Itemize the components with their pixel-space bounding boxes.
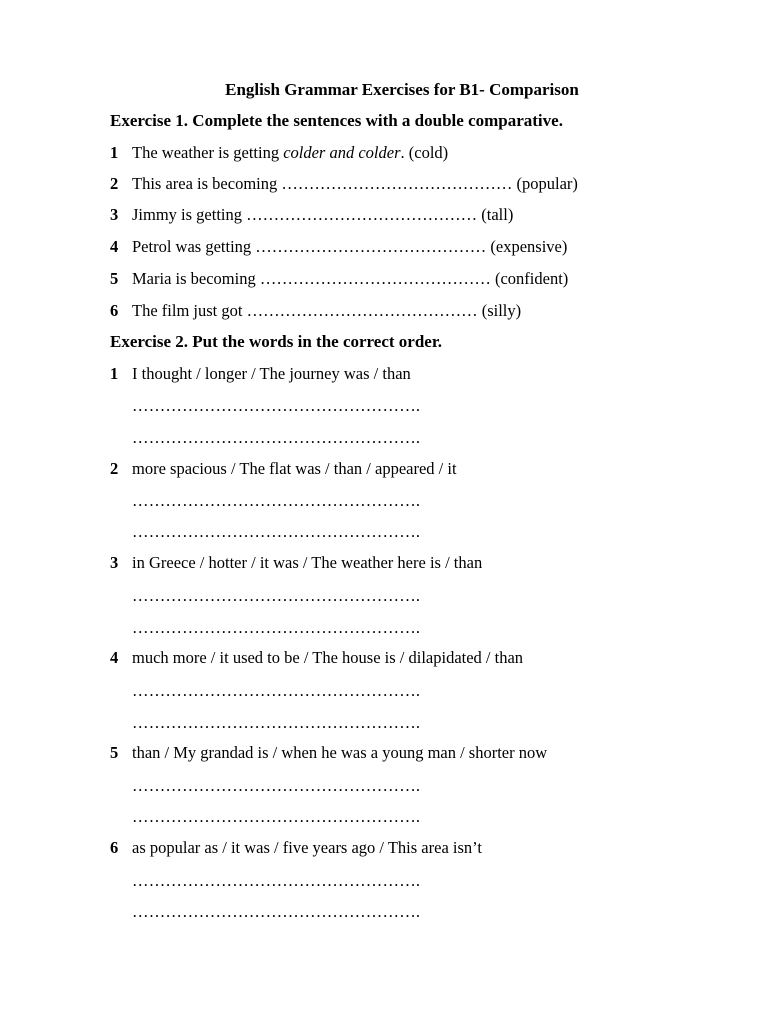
item-prompt: more spacious / The flat was / than / appeared / it — [132, 459, 457, 478]
answer-line[interactable]: ……………………………………………. — [132, 396, 421, 415]
exercise-1-item — [110, 142, 448, 164]
exercise-1-heading: Exercise 1. Complete the sentences with a double comparative. — [110, 111, 563, 130]
exercise-1-item — [110, 268, 568, 290]
item-hint: (expensive) — [486, 237, 568, 256]
answer-blank[interactable]: …………………………………… — [255, 237, 487, 256]
answer-blank[interactable]: …………………………………… — [281, 174, 513, 193]
exercise-1-item — [110, 204, 513, 226]
item-text: This area is becoming — [132, 174, 282, 193]
item-number: 3 — [110, 205, 119, 224]
item-text: The film just got — [132, 301, 247, 320]
exercise-2-item — [110, 458, 457, 480]
item-number: 4 — [110, 648, 119, 667]
item-number: 4 — [110, 237, 119, 256]
item-hint: (silly) — [477, 301, 522, 320]
item-hint: (tall) — [477, 205, 514, 224]
item-number: 2 — [110, 459, 119, 478]
answer-line[interactable]: ……………………………………………. — [132, 618, 421, 637]
item-number: 6 — [110, 838, 119, 857]
answer-line[interactable]: ……………………………………………. — [132, 871, 421, 890]
exercise-2-item — [110, 837, 482, 859]
exercise-1-item — [110, 300, 521, 322]
item-number: 5 — [110, 269, 119, 288]
item-prompt: in Greece / hotter / it was / The weather here is / than — [132, 553, 483, 572]
item-hint: (popular) — [512, 174, 578, 193]
item-text: The weather is getting — [132, 143, 284, 162]
item-number: 1 — [110, 143, 119, 162]
answer-blank[interactable]: …………………………………… — [246, 301, 478, 320]
item-hint: . (cold) — [400, 143, 449, 162]
page-title: English Grammar Exercises for B1- Comparison — [225, 80, 579, 99]
item-text: Maria is becoming — [132, 269, 260, 288]
item-number: 2 — [110, 174, 119, 193]
exercise-2-item — [110, 647, 523, 669]
answer-line[interactable]: ……………………………………………. — [132, 902, 421, 921]
example-answer: colder and colder — [283, 143, 401, 162]
item-text: Jimmy is getting — [132, 205, 247, 224]
item-prompt: than / My grandad is / when he was a young man / shorter now — [132, 743, 548, 762]
item-prompt: much more / it used to be / The house is / dilapidated / than — [132, 648, 524, 667]
answer-line[interactable]: ……………………………………………. — [132, 681, 421, 700]
item-number: 3 — [110, 553, 119, 572]
item-text: Petrol was getting — [132, 237, 256, 256]
exercise-2-item — [110, 742, 547, 764]
item-number: 1 — [110, 364, 119, 383]
item-prompt: I thought / longer / The journey was / than — [132, 364, 411, 383]
answer-line[interactable]: ……………………………………………. — [132, 807, 421, 826]
item-number: 5 — [110, 743, 119, 762]
item-number: 6 — [110, 301, 119, 320]
exercise-2-heading: Exercise 2. Put the words in the correct order. — [110, 332, 443, 351]
answer-line[interactable]: ……………………………………………. — [132, 522, 421, 541]
answer-line[interactable]: ……………………………………………. — [132, 713, 421, 732]
answer-blank[interactable]: …………………………………… — [259, 269, 491, 288]
exercise-2-item — [110, 552, 482, 574]
answer-line[interactable]: ……………………………………………. — [132, 586, 421, 605]
exercise-2-item — [110, 363, 411, 385]
answer-line[interactable]: ……………………………………………. — [132, 428, 421, 447]
item-prompt: as popular as / it was / five years ago / This area isn’t — [132, 838, 482, 857]
item-hint: (confident) — [490, 269, 569, 288]
answer-line[interactable]: ……………………………………………. — [132, 776, 421, 795]
exercise-1-item — [110, 236, 567, 258]
exercise-1-item — [110, 173, 578, 195]
answer-blank[interactable]: …………………………………… — [246, 205, 478, 224]
answer-line[interactable]: ……………………………………………. — [132, 491, 421, 510]
